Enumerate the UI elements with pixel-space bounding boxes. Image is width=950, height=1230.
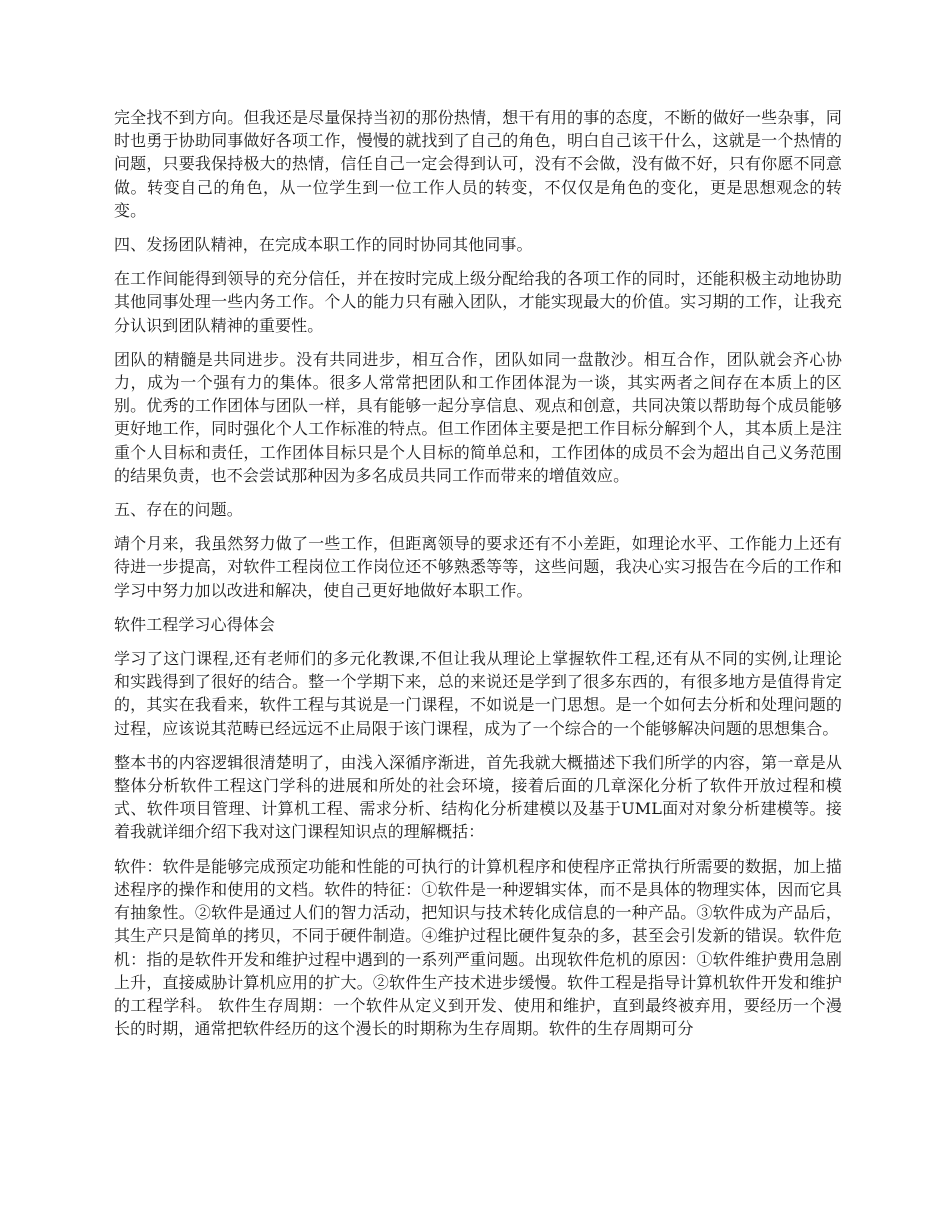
heading-problems: 五、存在的问题。: [114, 500, 243, 520]
document-page: [114, 106, 842, 1051]
heading-team-spirit: 四、发扬团队精神，在完成本职工作的同时协同其他同事。: [114, 235, 533, 255]
paragraph-problems: 靖个月来，我虽然努力做了一些工作，但距离领导的要求还有不小差距，如理论水平、工作能力上还有待进一步提高，对软件工程岗位工作岗位还不够熟悉等等，这些问题，我决心实习报告在今后的工作和学习中努力加以改进和解决，使自己更好地做好本职工作。: [114, 534, 842, 600]
paragraph-book-content: 整本书的内容逻辑很清楚明了，由浅入深循序渐进，首先我就大概描述下我们所学的内容，第一章是从整体分析软件工程这门学科的进展和所处的社会环境，接着后面的几章深化分析了软件开放过程和模式、软件项目管理、计算机工程、需求分析、结构化分析建模以及基于UML面对对象分析建模等。接着我就详细介绍下我对这门课程知识点的理解概括：: [114, 752, 842, 842]
paragraph-course-learning: 学习了这门课程,还有老师们的多元化教课,不但让我从理论上掌握软件工程,还有从不同的实例,让理论和实践得到了很好的结合。整一个学期下来，总的来说还是学到了很多东西的，有很多地方是值得肯定的，其实在我看来，软件工程与其说是一门课程，不如说是一门思想。是一个如何去分析和处理问题的过程，应该说其范畴已经远远不止局限于该门课程，成为了一个综合的一个能够解决问题的思想集合。: [114, 649, 842, 738]
paragraph-team-trust: 在工作间能得到领导的充分信任，并在按时完成上级分配给我的各项工作的同时，还能积极主动地协助其他同事处理一些内务工作。个人的能力只有融入团队，才能实现最大的价值。实习期的工作，让我充分认识到团队精神的重要性。: [114, 269, 842, 335]
heading-software-engineering: 软件工程学习心得体会: [114, 614, 276, 634]
paragraph-team-essence: 团队的精髓是共同进步。没有共同进步，相互合作，团队如同一盘散沙。相互合作，团队就会齐心协力，成为一个强有力的集体。很多人常常把团队和工作团体混为一谈，其实两者之间存在本质上的区别。优秀的工作团体与团队一样，具有能够一起分享信息、观点和创意，共同决策以帮助每个成员能够更好地工作，同时强化个人工作标准的特点。但工作团体主要是把工作目标分解到个人，其本质上是注重个人目标和责任，工作团体目标只是个人目标的简单总和，工作团体的成员不会为超出自己义务范围的结果负责，也不会尝试那种因为多名成员共同工作而带来的增值效应。: [114, 349, 842, 485]
paragraph-intro-continuation: 完全找不到方向。但我还是尽量保持当初的那份热情，想干有用的事的态度，不断的做好一些杂事，同时也勇于协助同事做好各项工作，慢慢的就找到了自己的角色，明白自己该干什么，这就是一个热情的问题，只要我保持极大的热情，信任自己一定会得到认可，没有不会做，没有做不好，只有你愿不同意做。转变自己的角色，从一位学生到一位工作人员的转变，不仅仅是角色的变化，更是思想观念的转变。: [114, 108, 842, 220]
paragraph-software-definition: 软件：软件是能够完成预定功能和性能的可执行的计算机程序和使程序正常执行所需要的数据，加上描述程序的操作和使用的文档。软件的特征：①软件是一种逻辑实体，而不是具体的物理实体，因而它具有抽象性。②软件是通过人们的智力活动，把知识与技术转化成信息的一种产品。③软件成为产品后，其生产只是简单的拷贝，不同于硬件制造。④维护过程比硬件复杂的多，甚至会引发新的错误。软件危机：指的是软件开发和维护过程中遇到的一系列严重问题。出现软件危机的原因：①软件维护费用急剧上升，直接威胁计算机应用的扩大。②软件生产技术进步缓慢。软件工程是指导计算机软件开发和维护的工程学科。 软件生存周期：一个软件从定义到开发、使用和维护，直到最终被弃用，要经历一个漫长的时期，通常把软件经历的这个漫长的时期称为生存周期。软件的生存周期可分: [114, 856, 842, 1039]
